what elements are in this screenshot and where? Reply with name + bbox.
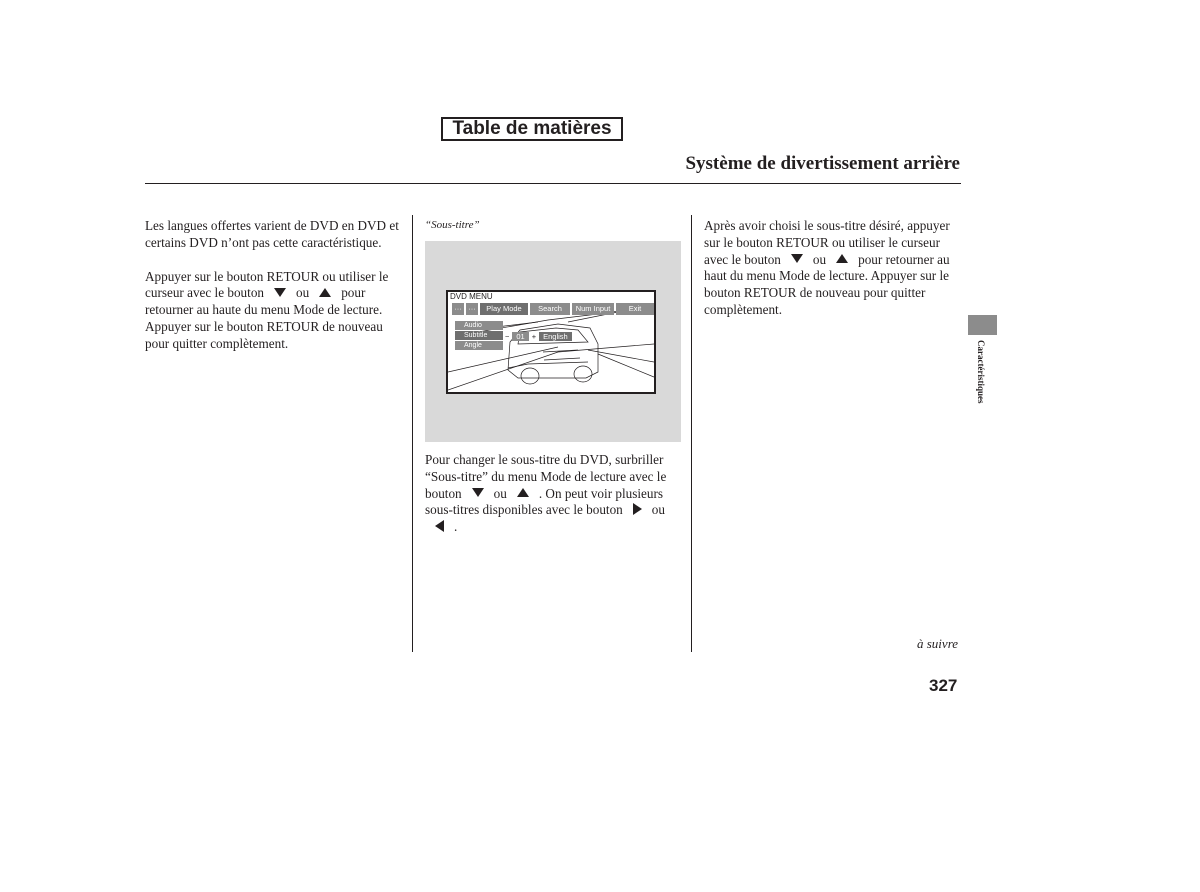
triangle-right-icon [633, 503, 642, 515]
dvd-menu-bar [452, 303, 654, 315]
dvd-menu-screen [446, 290, 656, 394]
minus-icon[interactable]: − [505, 332, 510, 341]
column-divider-left [412, 215, 413, 652]
triangle-up-icon [517, 488, 529, 497]
dvd-menu-title: DVD MENU [450, 292, 493, 301]
continued-note: à suivre [917, 636, 959, 651]
languages-paragraph: Les langues offertes varient de DVD en DVD et certains DVD n’ont pas cette caractéristique. [145, 218, 399, 250]
column-divider-right [691, 215, 692, 652]
figure-caption: “Sous-titre” [425, 219, 480, 231]
subtitle-number: 01 [512, 332, 528, 341]
triangle-left-icon [435, 520, 444, 532]
table-of-contents-button[interactable]: Table de matières [441, 117, 623, 141]
play-mode-submenu [455, 321, 503, 351]
submenu-angle[interactable]: Angle [455, 341, 503, 350]
menu-item-exit[interactable]: Exit [616, 303, 654, 315]
triangle-up-icon [319, 288, 331, 297]
triangle-up-icon [836, 254, 848, 263]
side-section-label: Caractéristiques [976, 340, 986, 404]
header-rule [145, 183, 961, 184]
subtitle-change-paragraph: Pour changer le sous-titre du DVD, surbriller “Sous-titre” du menu Mode de lecture avec le bouton ou . On peut voir plusieurs sous-titres disponibles avec le bouton ou. [425, 452, 667, 535]
section-title: Système de divertissement arrière [685, 153, 960, 174]
triangle-down-icon [791, 254, 803, 263]
menu-item-play-mode[interactable]: Play Mode [480, 303, 528, 315]
page-number: 327 [929, 676, 958, 695]
triangle-down-icon [472, 488, 484, 497]
subtitle-language: English [539, 332, 572, 341]
menu-item-num-input[interactable]: Num Input [572, 303, 614, 315]
return-instructions-paragraph: Appuyer sur le bouton RETOUR ou utiliser le curseur avec le bouton ou pour retourner au haute du menu Mode de lecture. Appuyer sur le bouton RETOUR de nouveau pour quitter complètement. [145, 268, 389, 351]
plus-icon[interactable]: + [531, 332, 537, 341]
menu-item-2[interactable]: ··· [466, 303, 478, 315]
subtitle-value-row [505, 332, 572, 341]
after-choice-paragraph: Après avoir choisi le sous-titre désiré, appuyer sur le bouton RETOUR ou utiliser le curseur avec le bouton ou pour retourner au haut du menu Mode de lecture. Appuyer sur le bouton RETOUR de nouveau pour quitter complètement. [704, 218, 950, 317]
middle-column [425, 452, 683, 536]
left-column [145, 218, 405, 353]
right-column [704, 218, 962, 319]
menu-item-search[interactable]: Search [530, 303, 570, 315]
menu-item-1[interactable]: ··· [452, 303, 464, 315]
triangle-down-icon [274, 288, 286, 297]
submenu-subtitle[interactable]: Subtitle [455, 331, 503, 340]
section-tab-marker [968, 315, 997, 335]
submenu-audio[interactable]: Audio [455, 321, 503, 330]
